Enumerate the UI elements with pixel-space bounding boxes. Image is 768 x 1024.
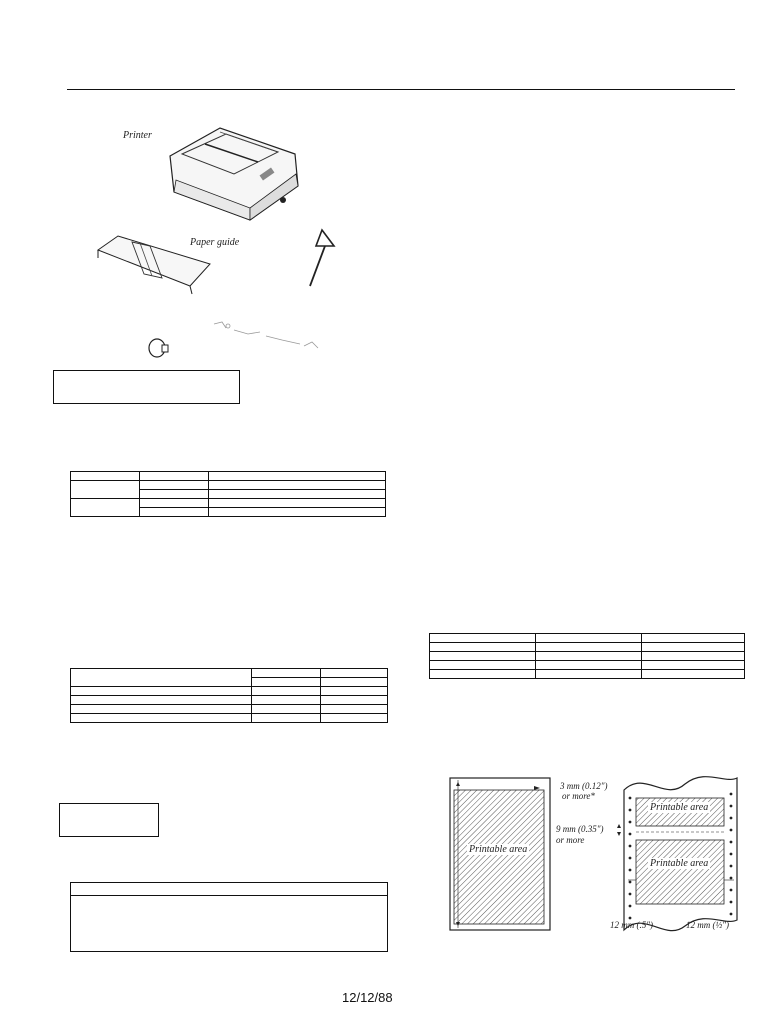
note-box-2 — [59, 803, 159, 837]
table-row — [430, 661, 745, 670]
table-row — [430, 634, 745, 643]
printable-area-single: Printable area — [469, 844, 528, 855]
gap-sub-label: or more — [556, 835, 585, 845]
table-row — [71, 472, 386, 481]
footer-date: 12/12/88 — [342, 990, 393, 1005]
table-row — [430, 643, 745, 652]
table-2 — [70, 668, 388, 723]
table-row — [430, 670, 745, 679]
top-margin-sub-label: or more* — [562, 791, 595, 801]
table-3 — [429, 633, 745, 679]
printable-area-bottom: Printable area — [650, 858, 709, 869]
gap-label: 9 mm (0.35") — [556, 824, 604, 834]
table-row — [71, 705, 388, 714]
box-divider — [71, 895, 387, 896]
table-row — [71, 696, 388, 705]
left-margin-label: 12 mm (.5") — [610, 920, 654, 930]
paper-diagram — [440, 770, 740, 940]
paper-guide-label: Paper guide — [190, 237, 240, 248]
table-row — [71, 499, 386, 508]
table-row — [71, 481, 386, 490]
table-row — [71, 687, 388, 696]
tension-pin-image — [300, 226, 340, 292]
right-margin-label: 12 mm (½") — [686, 920, 730, 930]
table-row — [430, 652, 745, 661]
printer-label: Printer — [123, 130, 152, 141]
paper-guide-image — [92, 228, 222, 298]
parts-illustration — [90, 110, 350, 370]
table-row — [71, 669, 388, 678]
knob-image — [146, 336, 172, 362]
printable-area-top: Printable area — [650, 802, 709, 813]
table-1 — [70, 471, 386, 517]
top-margin-label: 3 mm (0.12") — [560, 781, 608, 791]
note-box-3 — [70, 882, 388, 952]
note-box-1 — [53, 370, 240, 404]
printer-image — [160, 116, 310, 226]
header-rule — [67, 89, 735, 90]
table-row — [71, 714, 388, 723]
ribbon-cartridge-faded — [208, 316, 328, 356]
